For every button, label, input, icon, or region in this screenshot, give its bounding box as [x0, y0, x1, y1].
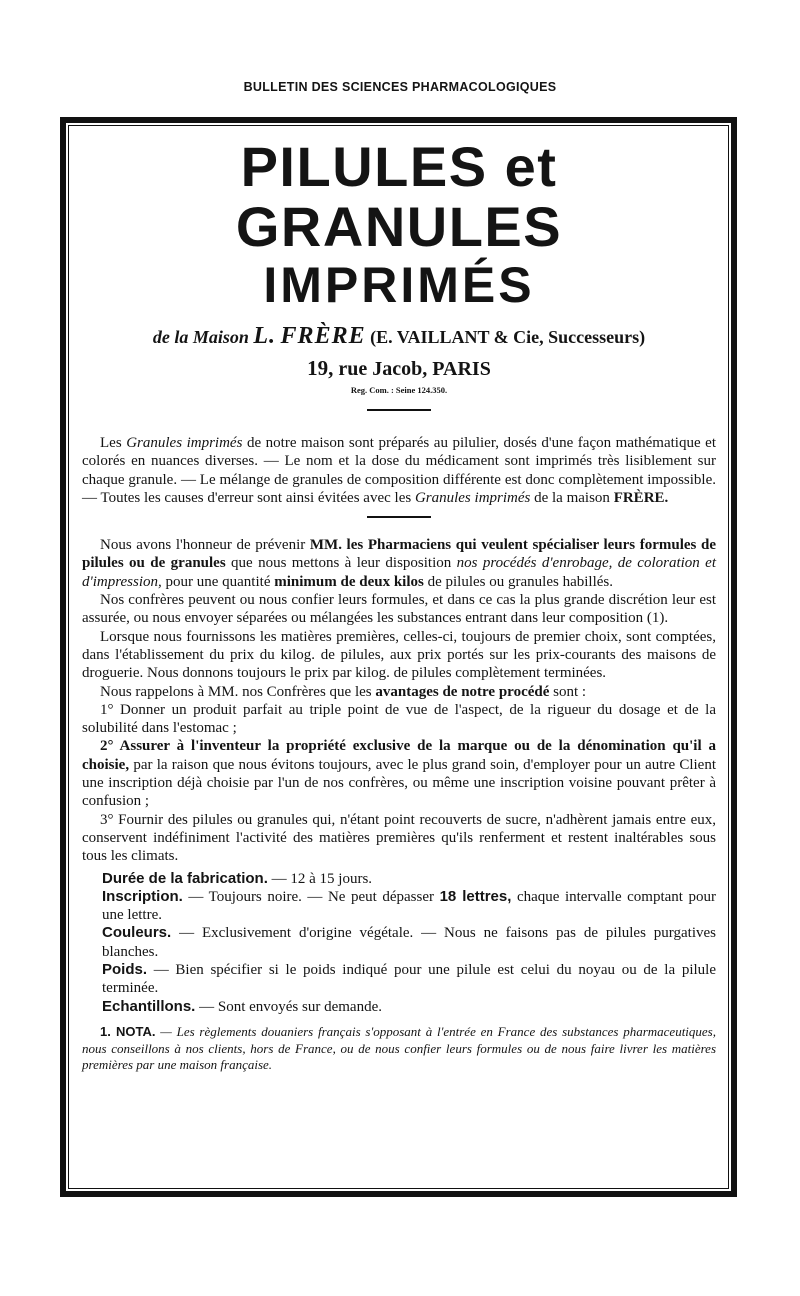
advantage-1: 1° Donner un produit parfait au triple point de vue de l'aspect, de la rigueur du dosage et de la solubilité dans l'estomac ;	[82, 701, 716, 737]
paragraph-advantages: Nous rappelons à MM. nos Confrères que les avantages de notre procédé sont :	[100, 683, 587, 700]
address-street: rue Jacob, PARIS	[338, 358, 491, 380]
spec-poids: Poids. — Bien spécifier si le poids indiqué pour une pilule est celui du noyau ou de la pilule terminée.	[102, 961, 716, 997]
running-head: BULLETIN DES SCIENCES PHARMACOLOGIQUES	[243, 80, 557, 94]
separator-rule	[367, 409, 431, 411]
maison-name: FRÈRE	[280, 323, 366, 349]
spec-duree: Durée de la fabrication. — 12 à 15 jours.	[102, 869, 373, 887]
spec-couleurs: Couleurs. — Exclusivement d'origine végétale. — Nous ne faisons pas de pilules purgatives blanches.	[102, 924, 716, 960]
maison-successors: (E. VAILLANT & Cie, Successeurs)	[370, 327, 646, 347]
paragraph-pricing: Lorsque nous fournissons les matières premières, celles-ci, toujours de premier choix, sont comptées, dans l'établissement du prix du kilog. de pilules, aux prix portés sur les prix-courants des maisons de droguerie. Nous donnons toujours le prix par kilog. de pilules complètement terminées.	[82, 628, 716, 682]
spec-inscription: Inscription. — Toujours noire. — Ne peut dépasser 18 lettres, chaque intervalle comptant pour une lettre.	[102, 887, 716, 924]
maison-line	[82, 323, 716, 350]
paragraph-offer: Nous avons l'honneur de prévenir MM. les Pharmaciens qui veulent spécialiser leurs formules de pilules ou de granules que nous mettons à leur disposition nos procédés d'enrobage, de coloration et d'impression, pour une quantité minimum de deux kilos de pilules ou granules habillés.	[82, 537, 716, 590]
advertisement	[82, 135, 716, 1074]
title-line-1: PILULES et GRANULES	[235, 135, 563, 258]
paragraph-discretion: Nos confrères peuvent ou nous confier leurs formules, et dans ce cas la plus grande discrétion leur est assurée, ou nous envoyer séparées ou mélangées les substances entrant dans leur composition (1).	[82, 592, 716, 627]
intro-paragraph: Les Granules imprimés de notre maison sont préparés au pilulier, dosés d'une façon mathématique et colorés en nuances diverses. — Le nom et la dose du médicament sont imprimés très lisiblement sur chaque granule. — Le mélange de granules de composition différente est donc complètement impossible. — Toutes les causes d'erreur sont ainsi évitées avec les Granules imprimés de la maison FRÈRE.	[82, 435, 716, 506]
advantage-3: 3° Fournir des pilules ou granules qui, n'étant point recouverts de sucre, n'adhèrent jamais entre eux, conservent indéfiniment l'activité des matières premières qu'ils renferment et restent inaltérables sous tous les climats.	[82, 811, 716, 865]
advantage-2: 2° Assurer à l'inventeur la propriété exclusive de la marque ou de la dénomination qu'il a choisie, par la raison que nous évitons toujours, avec le plus grand soin, d'employer pour un autre Client une inscription déjà choisie par l'un de nos confrères, ou même une inscription voisine pouvant prêter à confusion ;	[82, 738, 716, 810]
maison-prefix: de la Maison	[152, 327, 249, 347]
spec-echantillons: Echantillons. — Sont envoyés sur demande.	[102, 997, 382, 1015]
title-line-2: IMPRIMÉS	[263, 257, 535, 313]
specifications	[82, 870, 716, 1016]
registration: Reg. Com. : Seine 124.350.	[350, 385, 448, 395]
address-number: 19,	[307, 356, 334, 380]
separator-rule	[367, 516, 431, 518]
address	[82, 356, 716, 381]
footnote-nota: 1. NOTA. — Les règlements douaniers français s'opposant à l'entrée en France des substances pharmaceutiques, nous conseillons à nos clients, hors de France, ou de nous confier leurs formules ou de nous faire livrer les matières premières par une maison française.	[82, 1023, 716, 1073]
maison-initial: L.	[253, 323, 277, 349]
